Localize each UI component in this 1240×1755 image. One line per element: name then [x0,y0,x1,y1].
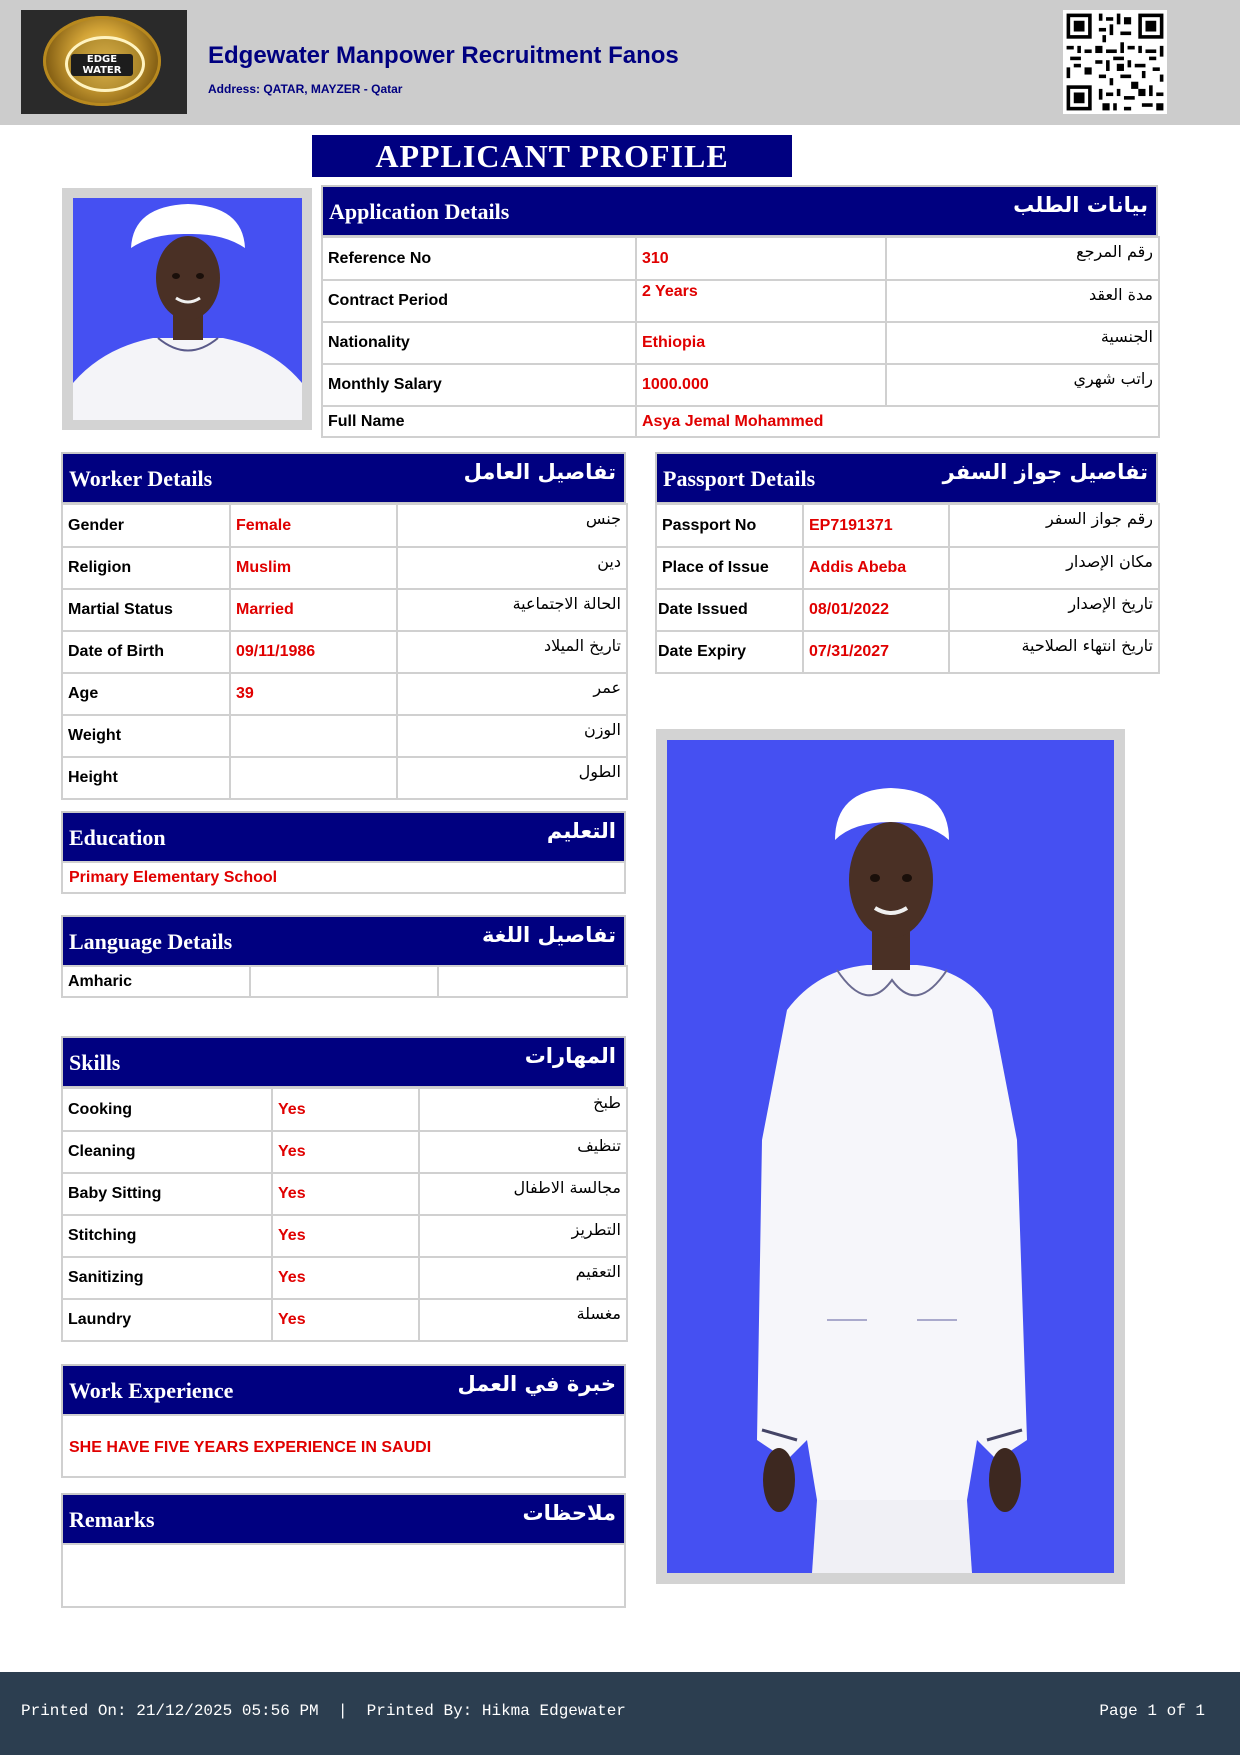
monthly-salary-label: Monthly Salary [322,364,636,406]
person-full-body-icon [667,740,1114,1573]
skill-stitching-value: Yes [272,1215,419,1257]
skill-laundry-value: Yes [272,1299,419,1341]
language-item [438,966,627,997]
age-value: 39 [230,673,397,715]
marital-status-value: Married [230,589,397,631]
table-row [322,322,1159,364]
worker-details-table [61,503,628,800]
page-title: APPLICANT PROFILE [312,135,792,177]
table-row [656,589,1159,631]
skill-laundry-label: Laundry [62,1299,272,1341]
full-body-photo [667,740,1114,1573]
religion-value: Muslim [230,547,397,589]
passport-no-label: Passport No [656,504,803,547]
language-details-title: Language Details [69,929,233,954]
education-row [61,861,626,894]
marital-status-label: Martial Status [62,589,230,631]
skill-cleaning-value: Yes [272,1131,419,1173]
height-label: Height [62,757,230,799]
table-row [62,1299,627,1341]
monthly-salary-label-ar: راتب شهري [886,364,1159,406]
skill-baby-sitting-value: Yes [272,1173,419,1215]
skill-cleaning-label-ar: تنظيف [419,1131,627,1173]
passport-details-title-ar: تفاصيل جواز السفر [942,460,1148,484]
remarks-box [61,1543,626,1608]
education-header [61,811,626,863]
full-name-value: Asya Jemal Mohammed [636,406,1159,437]
skills-header [61,1036,626,1088]
date-expiry-value: 07/31/2027 [803,631,949,673]
work-experience-box [61,1414,626,1478]
height-value [230,757,397,799]
logo-text: EDGE WATER [71,54,133,76]
date-issued-label-ar: تاريخ الإصدار [949,589,1159,631]
printed-info: Printed On: 21/12/2025 05:56 PM | Printed By: Hikma Edgewater [21,1702,626,1720]
religion-label-ar: دين [397,547,627,589]
nationality-label-ar: الجنسية [886,322,1159,364]
table-row [656,504,1159,547]
work-experience-header [61,1364,626,1416]
place-of-issue-label: Place of Issue [656,547,803,589]
passport-details-table [655,503,1160,674]
weight-value [230,715,397,757]
weight-label: Weight [62,715,230,757]
skill-baby-sitting-label-ar: مجالسة الاطفال [419,1173,627,1215]
table-row [62,504,627,547]
gender-value: Female [230,504,397,547]
table-row [656,631,1159,673]
company-logo [21,10,187,114]
date-issued-label: Date Issued [656,589,803,631]
page-header [0,0,1240,125]
weight-label-ar: الوزن [397,715,627,757]
skill-cooking-label: Cooking [62,1088,272,1131]
nationality-label: Nationality [322,322,636,364]
applicant-photo-frame [62,188,312,430]
gender-label-ar: جنس [397,504,627,547]
table-row [62,1131,627,1173]
worker-details-title: Worker Details [69,466,213,491]
age-label: Age [62,673,230,715]
applicant-photo [73,198,302,420]
language-item [250,966,438,997]
skill-sanitizing-value: Yes [272,1257,419,1299]
table-row [322,406,1159,437]
skill-laundry-label-ar: مغسلة [419,1299,627,1341]
passport-no-label-ar: رقم جواز السفر [949,504,1159,547]
application-details-title: Application Details [329,199,510,224]
table-row [62,631,627,673]
full-name-label: Full Name [322,406,636,437]
age-label-ar: عمر [397,673,627,715]
reference-no-label-ar: رقم المرجع [886,237,1159,280]
table-row [656,547,1159,589]
application-details-title-ar: بيانات الطلب [1013,193,1148,217]
table-row [62,547,627,589]
qr-code-graphic [1063,10,1167,114]
date-issued-value: 08/01/2022 [803,589,949,631]
full-body-photo-frame [656,729,1125,1584]
work-experience-title: Work Experience [69,1378,234,1403]
monthly-salary-value: 1000.000 [636,364,886,406]
nationality-value: Ethiopia [636,322,886,364]
skill-cooking-label-ar: طبخ [419,1088,627,1131]
height-label-ar: الطول [397,757,627,799]
reference-no-value: 310 [636,237,886,280]
skill-sanitizing-label: Sanitizing [62,1257,272,1299]
skill-cooking-value: Yes [272,1088,419,1131]
skill-cleaning-label: Cleaning [62,1131,272,1173]
company-address: Address: QATAR, MAYZER - Qatar [208,82,403,96]
passport-details-header [655,452,1158,504]
qr-code-icon [1063,10,1167,114]
table-row [62,673,627,715]
reference-no-label: Reference No [322,237,636,280]
table-row [62,1257,627,1299]
language-details-title-ar: تفاصيل اللغة [481,923,616,947]
contract-period-label: Contract Period [322,280,636,322]
table-row [322,280,1159,322]
logo-emblem-icon [43,16,161,106]
work-experience-title-ar: خبرة في العمل [457,1372,616,1396]
religion-label: Religion [62,547,230,589]
skill-baby-sitting-label: Baby Sitting [62,1173,272,1215]
table-row [62,715,627,757]
education-value: Primary Elementary School [69,869,278,886]
contract-period-label-ar: مدة العقد [886,280,1159,322]
application-details-table [321,236,1160,438]
table-row [62,589,627,631]
skills-title: Skills [69,1050,121,1075]
table-row [62,1215,627,1257]
language-item: Amharic [62,966,250,997]
table-row [322,364,1159,406]
date-of-birth-value: 09/11/1986 [230,631,397,673]
skills-title-ar: المهارات [524,1044,616,1068]
remarks-title: Remarks [69,1507,155,1532]
passport-no-value: EP7191371 [803,504,949,547]
page-number: Page 1 of 1 [1099,1702,1205,1720]
table-row [62,757,627,799]
place-of-issue-value: Addis Abeba [803,547,949,589]
gender-label: Gender [62,504,230,547]
place-of-issue-label-ar: مكان الإصدار [949,547,1159,589]
person-portrait-icon [73,198,302,420]
language-details-header [61,915,626,967]
worker-details-header [61,452,626,504]
skill-stitching-label-ar: التطريز [419,1215,627,1257]
work-experience-value: SHE HAVE FIVE YEARS EXPERIENCE IN SAUDI [69,1439,432,1456]
date-of-birth-label-ar: تاريخ الميلاد [397,631,627,673]
remarks-header [61,1493,626,1545]
date-expiry-label: Date Expiry [656,631,803,673]
page-footer [0,1672,1240,1755]
application-details-header [321,185,1158,237]
education-title-ar: التعليم [546,819,616,843]
education-title: Education [69,825,166,850]
skills-table [61,1087,628,1342]
skill-stitching-label: Stitching [62,1215,272,1257]
contract-period-value: 2 Years [636,280,886,322]
date-of-birth-label: Date of Birth [62,631,230,673]
remarks-title-ar: ملاحظات [522,1501,616,1525]
table-row [62,1088,627,1131]
company-name: Edgewater Manpower Recruitment Fanos [208,42,679,69]
table-row [62,966,627,997]
worker-details-title-ar: تفاصيل العامل [463,460,616,484]
passport-details-title: Passport Details [663,466,816,491]
marital-status-label-ar: الحالة الاجتماعية [397,589,627,631]
skill-sanitizing-label-ar: التعقيم [419,1257,627,1299]
date-expiry-label-ar: تاريخ انتهاء الصلاحية [949,631,1159,673]
table-row [322,237,1159,280]
language-table [61,965,628,998]
table-row [62,1173,627,1215]
